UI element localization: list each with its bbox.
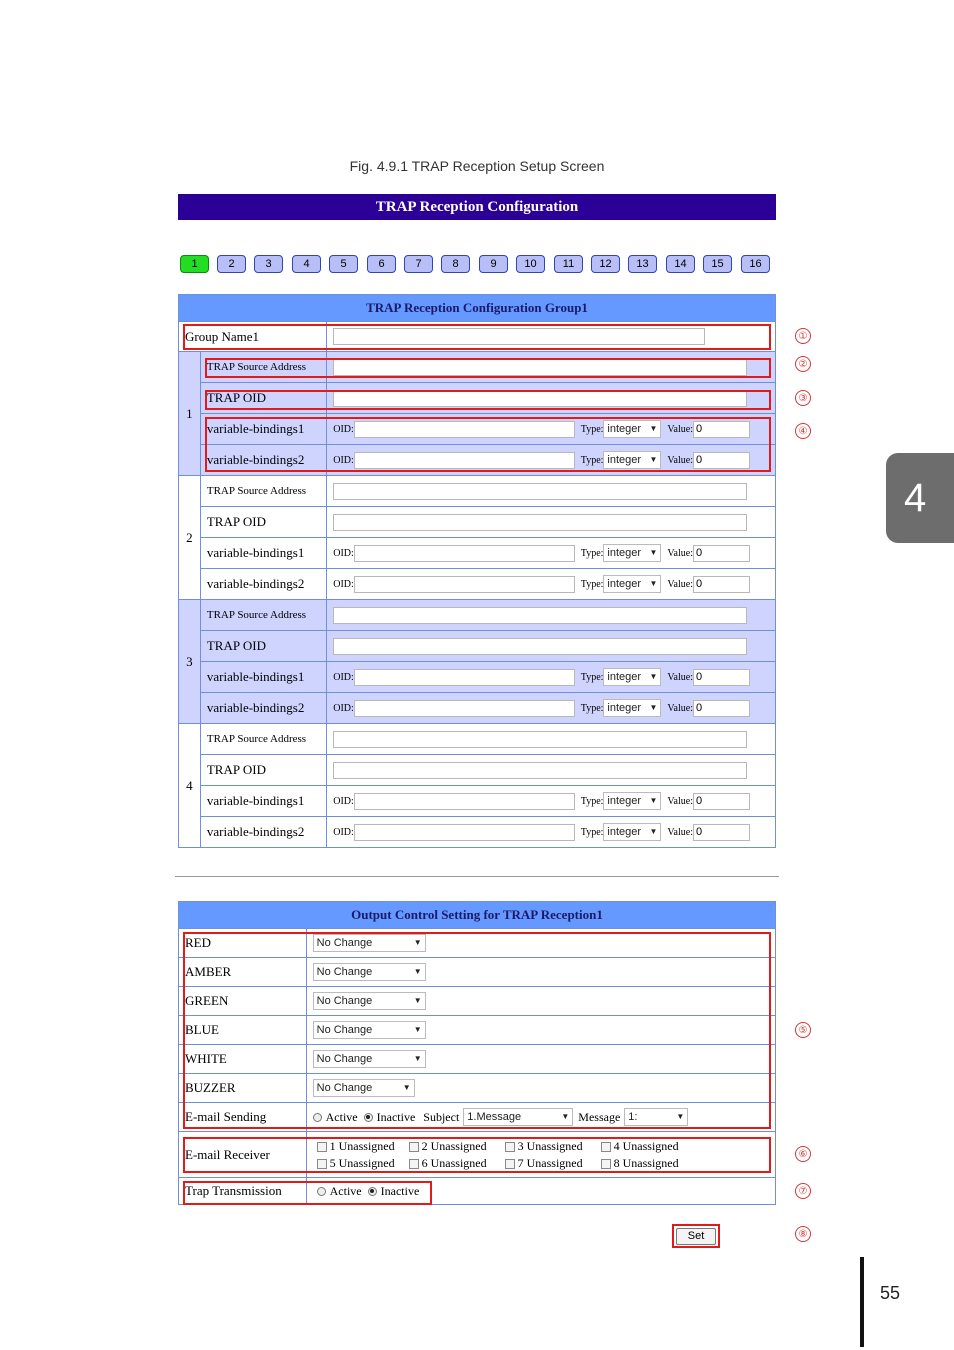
- dropdown-arrow-icon: ▼: [413, 967, 422, 976]
- trap-group-table: [178, 294, 776, 848]
- lamp-value-blue: No Change: [316, 1024, 373, 1036]
- dropdown-arrow-icon: ▼: [413, 1025, 422, 1034]
- lamp-label-green: GREEN: [179, 987, 307, 1016]
- receiver-label-8: 8 Unassigned: [613, 1155, 679, 1170]
- vb1-label-3: variable-bindings1: [200, 662, 326, 693]
- email-sending-active-label: Active: [325, 1109, 358, 1124]
- vb2-type-select-1[interactable]: [603, 451, 661, 469]
- trap-source-label-1: TRAP Source Address: [200, 352, 326, 383]
- type-label: Type:: [580, 578, 604, 590]
- oid-label: OID:: [333, 547, 354, 559]
- group-tab-6[interactable]: 6: [367, 255, 396, 273]
- receiver-label-2: 2 Unassigned: [421, 1138, 487, 1153]
- trap-source-label-3: TRAP Source Address: [200, 600, 326, 631]
- lamp-label-blue: BLUE: [179, 1016, 307, 1045]
- receiver-checkbox-4[interactable]: [601, 1142, 611, 1152]
- vb1-value-input-1[interactable]: 0: [693, 421, 750, 438]
- lamp-label-amber: AMBER: [179, 958, 307, 987]
- trap-oid-label-4: TRAP OID: [200, 755, 326, 786]
- oid-label: OID:: [333, 454, 354, 466]
- vb1-oid-input-2[interactable]: [354, 545, 575, 562]
- subgroup-number-4: 4: [179, 724, 201, 848]
- vb1-type-select-1[interactable]: [603, 420, 661, 438]
- receiver-checkbox-7[interactable]: [505, 1159, 515, 1169]
- lamp-select-buzzer[interactable]: [313, 1079, 415, 1097]
- subject-select[interactable]: [463, 1108, 573, 1126]
- callout-number-3: ③: [795, 390, 811, 406]
- subject-label: Subject: [423, 1109, 460, 1124]
- vb2-oid-input-1[interactable]: [354, 452, 575, 469]
- vb1-type-select-2[interactable]: [603, 544, 661, 562]
- callout-number-5: ⑤: [795, 1022, 811, 1038]
- vb2-type-select-4[interactable]: [603, 823, 661, 841]
- oid-label: OID:: [333, 795, 354, 807]
- vb2-value-input-3[interactable]: 0: [693, 700, 750, 717]
- group-tab-8[interactable]: 8: [441, 255, 470, 273]
- group-tab-13[interactable]: 13: [628, 255, 657, 273]
- trap-transmission-label: Trap Transmission: [179, 1178, 307, 1205]
- group-tab-9[interactable]: 9: [479, 255, 508, 273]
- dropdown-arrow-icon: ▼: [649, 455, 658, 464]
- callout-number-8: ⑧: [795, 1226, 811, 1242]
- dropdown-arrow-icon: ▼: [649, 424, 658, 433]
- lamp-select-green[interactable]: [313, 992, 426, 1010]
- receiver-label-4: 4 Unassigned: [613, 1138, 679, 1153]
- vb1-label-1: variable-bindings1: [200, 414, 326, 445]
- trap-source-input-4[interactable]: [333, 731, 747, 748]
- group-tab-14[interactable]: 14: [666, 255, 695, 273]
- vb2-oid-input-4[interactable]: [354, 824, 575, 841]
- callout-number-4: ④: [795, 423, 811, 439]
- type-label: Type:: [580, 454, 604, 466]
- oid-label: OID:: [333, 702, 354, 714]
- set-button[interactable]: Set: [676, 1228, 716, 1245]
- trap-oid-label-3: TRAP OID: [200, 631, 326, 662]
- trap-transmission-inactive-radio[interactable]: [368, 1187, 377, 1196]
- vb2-value-input-4[interactable]: 0: [693, 824, 750, 841]
- group-tab-10[interactable]: 10: [516, 255, 545, 273]
- value-label: Value:: [667, 795, 693, 807]
- receiver-label-3: 3 Unassigned: [517, 1138, 583, 1153]
- value-label: Value:: [667, 423, 693, 435]
- dropdown-arrow-icon: ▼: [413, 1054, 422, 1063]
- receiver-label-1: 1 Unassigned: [329, 1138, 395, 1153]
- receiver-checkbox-6[interactable]: [409, 1159, 419, 1169]
- trap-source-input-2[interactable]: [333, 483, 747, 500]
- lamp-value-buzzer: No Change: [316, 1082, 373, 1094]
- value-label: Value:: [667, 578, 693, 590]
- type-value: integer: [607, 578, 642, 590]
- dropdown-arrow-icon: ▼: [649, 827, 658, 836]
- callout-number-6: ⑥: [795, 1146, 811, 1162]
- vb1-value-input-4[interactable]: 0: [693, 793, 750, 810]
- lamp-value-white: No Change: [316, 1053, 373, 1065]
- vb2-label-1: variable-bindings2: [200, 445, 326, 476]
- type-label: Type:: [580, 671, 604, 683]
- page-number: 55: [880, 1283, 901, 1303]
- dropdown-arrow-icon: ▼: [402, 1083, 411, 1092]
- type-label: Type:: [580, 547, 604, 559]
- type-value: integer: [607, 826, 642, 838]
- group-tab-7[interactable]: 7: [404, 255, 433, 273]
- email-receiver-label: E-mail Receiver: [179, 1132, 307, 1178]
- lamp-select-blue[interactable]: [313, 1021, 426, 1039]
- type-value: integer: [607, 671, 642, 683]
- lamp-label-buzzer: BUZZER: [179, 1074, 307, 1103]
- trap-oid-label-1: TRAP OID: [200, 383, 326, 414]
- oid-label: OID:: [333, 826, 354, 838]
- subgroup-number-1: 1: [179, 352, 201, 476]
- dropdown-arrow-icon: ▼: [649, 796, 658, 805]
- receiver-checkbox-8[interactable]: [601, 1159, 611, 1169]
- dropdown-arrow-icon: ▼: [676, 1112, 685, 1121]
- type-label: Type:: [580, 826, 604, 838]
- vb1-value-input-3[interactable]: 0: [693, 669, 750, 686]
- dropdown-arrow-icon: ▼: [413, 938, 422, 947]
- vb1-oid-input-4[interactable]: [354, 793, 575, 810]
- callout-number-7: ⑦: [795, 1183, 811, 1199]
- dropdown-arrow-icon: ▼: [649, 703, 658, 712]
- trap-source-input-3[interactable]: [333, 607, 747, 624]
- group-tab-bar: [180, 255, 780, 275]
- value-label: Value:: [667, 454, 693, 466]
- vb2-type-select-2[interactable]: [603, 575, 661, 593]
- group-tab-5[interactable]: 5: [329, 255, 358, 273]
- trap-source-input-1[interactable]: [333, 359, 747, 376]
- page-number-bar: [860, 1257, 864, 1347]
- receiver-label-6: 6 Unassigned: [421, 1155, 487, 1170]
- receiver-checkbox-5[interactable]: [317, 1159, 327, 1169]
- vb2-oid-input-2[interactable]: [354, 576, 575, 593]
- lamp-label-white: WHITE: [179, 1045, 307, 1074]
- lamp-select-red[interactable]: [313, 934, 426, 952]
- group-tab-1[interactable]: 1: [180, 255, 209, 273]
- type-value: integer: [607, 795, 642, 807]
- vb2-value-input-1[interactable]: 0: [693, 452, 750, 469]
- dropdown-arrow-icon: ▼: [561, 1112, 570, 1121]
- receiver-checkbox-2[interactable]: [409, 1142, 419, 1152]
- group-tab-2[interactable]: 2: [217, 255, 246, 273]
- trap-source-label-2: TRAP Source Address: [200, 476, 326, 507]
- message-value: 1:: [628, 1111, 638, 1123]
- figure-caption: Fig. 4.9.1 TRAP Reception Setup Screen: [349, 158, 605, 174]
- trap-transmission-active-radio[interactable]: [317, 1187, 326, 1196]
- chapter-tab: 4: [886, 453, 954, 543]
- vb1-oid-input-3[interactable]: [354, 669, 575, 686]
- value-label: Value:: [667, 702, 693, 714]
- value-label: Value:: [667, 671, 693, 683]
- receiver-checkbox-3[interactable]: [505, 1142, 515, 1152]
- vb2-label-3: variable-bindings2: [200, 693, 326, 724]
- group-tab-15[interactable]: 15: [703, 255, 732, 273]
- type-value: integer: [607, 423, 642, 435]
- dropdown-arrow-icon: ▼: [649, 548, 658, 557]
- group-tab-11[interactable]: 11: [554, 255, 583, 273]
- vb2-value-input-2[interactable]: 0: [693, 576, 750, 593]
- vb1-label-2: variable-bindings1: [200, 538, 326, 569]
- type-value: integer: [607, 702, 642, 714]
- type-value: integer: [607, 454, 642, 466]
- lamp-value-red: No Change: [316, 937, 373, 949]
- trap-oid-label-2: TRAP OID: [200, 507, 326, 538]
- lamp-label-red: RED: [179, 929, 307, 958]
- subject-value: 1.Message: [467, 1111, 522, 1123]
- lamp-value-green: No Change: [316, 995, 373, 1007]
- email-sending-label: E-mail Sending: [179, 1103, 307, 1132]
- subgroup-number-2: 2: [179, 476, 201, 600]
- output-table-header: Output Control Setting for TRAP Reception1: [179, 902, 776, 929]
- type-label: Type:: [580, 795, 604, 807]
- trap-oid-input-4[interactable]: [333, 762, 747, 779]
- receiver-label-7: 7 Unassigned: [517, 1155, 583, 1170]
- message-label: Message: [578, 1109, 621, 1124]
- main-title-bar: TRAP Reception Configuration: [178, 194, 776, 220]
- group-tab-3[interactable]: 3: [254, 255, 283, 273]
- vb1-type-select-3[interactable]: [603, 668, 661, 686]
- trap-oid-input-1[interactable]: [333, 390, 747, 407]
- vb2-label-4: variable-bindings2: [200, 817, 326, 848]
- vb1-type-select-4[interactable]: [603, 792, 661, 810]
- vb1-value-input-2[interactable]: 0: [693, 545, 750, 562]
- trap-oid-input-2[interactable]: [333, 514, 747, 531]
- email-sending-inactive-radio[interactable]: [364, 1113, 373, 1122]
- receiver-checkbox-1[interactable]: [317, 1142, 327, 1152]
- vb2-type-select-3[interactable]: [603, 699, 661, 717]
- output-control-table: [178, 901, 776, 1205]
- trap-transmission-inactive-label: Inactive: [380, 1183, 420, 1198]
- callout-number-1: ①: [795, 328, 811, 344]
- subgroup-number-3: 3: [179, 600, 201, 724]
- dropdown-arrow-icon: ▼: [413, 996, 422, 1005]
- vb1-oid-input-1[interactable]: [354, 421, 575, 438]
- lamp-select-white[interactable]: [313, 1050, 426, 1068]
- section-divider: [175, 876, 779, 877]
- group-name-input[interactable]: [333, 328, 705, 345]
- type-value: integer: [607, 547, 642, 559]
- vb1-label-4: variable-bindings1: [200, 786, 326, 817]
- message-select[interactable]: [624, 1108, 688, 1126]
- type-label: Type:: [580, 423, 604, 435]
- type-label: Type:: [580, 702, 604, 714]
- vb2-oid-input-3[interactable]: [354, 700, 575, 717]
- group-tab-4[interactable]: 4: [292, 255, 321, 273]
- oid-label: OID:: [333, 578, 354, 590]
- oid-label: OID:: [333, 423, 354, 435]
- value-label: Value:: [667, 826, 693, 838]
- vb2-label-2: variable-bindings2: [200, 569, 326, 600]
- receiver-label-5: 5 Unassigned: [329, 1155, 395, 1170]
- group-table-header: TRAP Reception Configuration Group1: [179, 295, 776, 322]
- trap-oid-input-3[interactable]: [333, 638, 747, 655]
- dropdown-arrow-icon: ▼: [649, 579, 658, 588]
- callout-number-2: ②: [795, 356, 811, 372]
- trap-transmission-active-label: Active: [329, 1183, 362, 1198]
- lamp-select-amber[interactable]: [313, 963, 426, 981]
- group-tab-16[interactable]: 16: [741, 255, 770, 273]
- group-tab-12[interactable]: 12: [591, 255, 620, 273]
- group-name-label: Group Name1: [179, 322, 327, 352]
- email-sending-inactive-label: Inactive: [376, 1109, 416, 1124]
- value-label: Value:: [667, 547, 693, 559]
- lamp-value-amber: No Change: [316, 966, 373, 978]
- email-sending-active-radio[interactable]: [313, 1113, 322, 1122]
- dropdown-arrow-icon: ▼: [649, 672, 658, 681]
- oid-label: OID:: [333, 671, 354, 683]
- trap-source-label-4: TRAP Source Address: [200, 724, 326, 755]
